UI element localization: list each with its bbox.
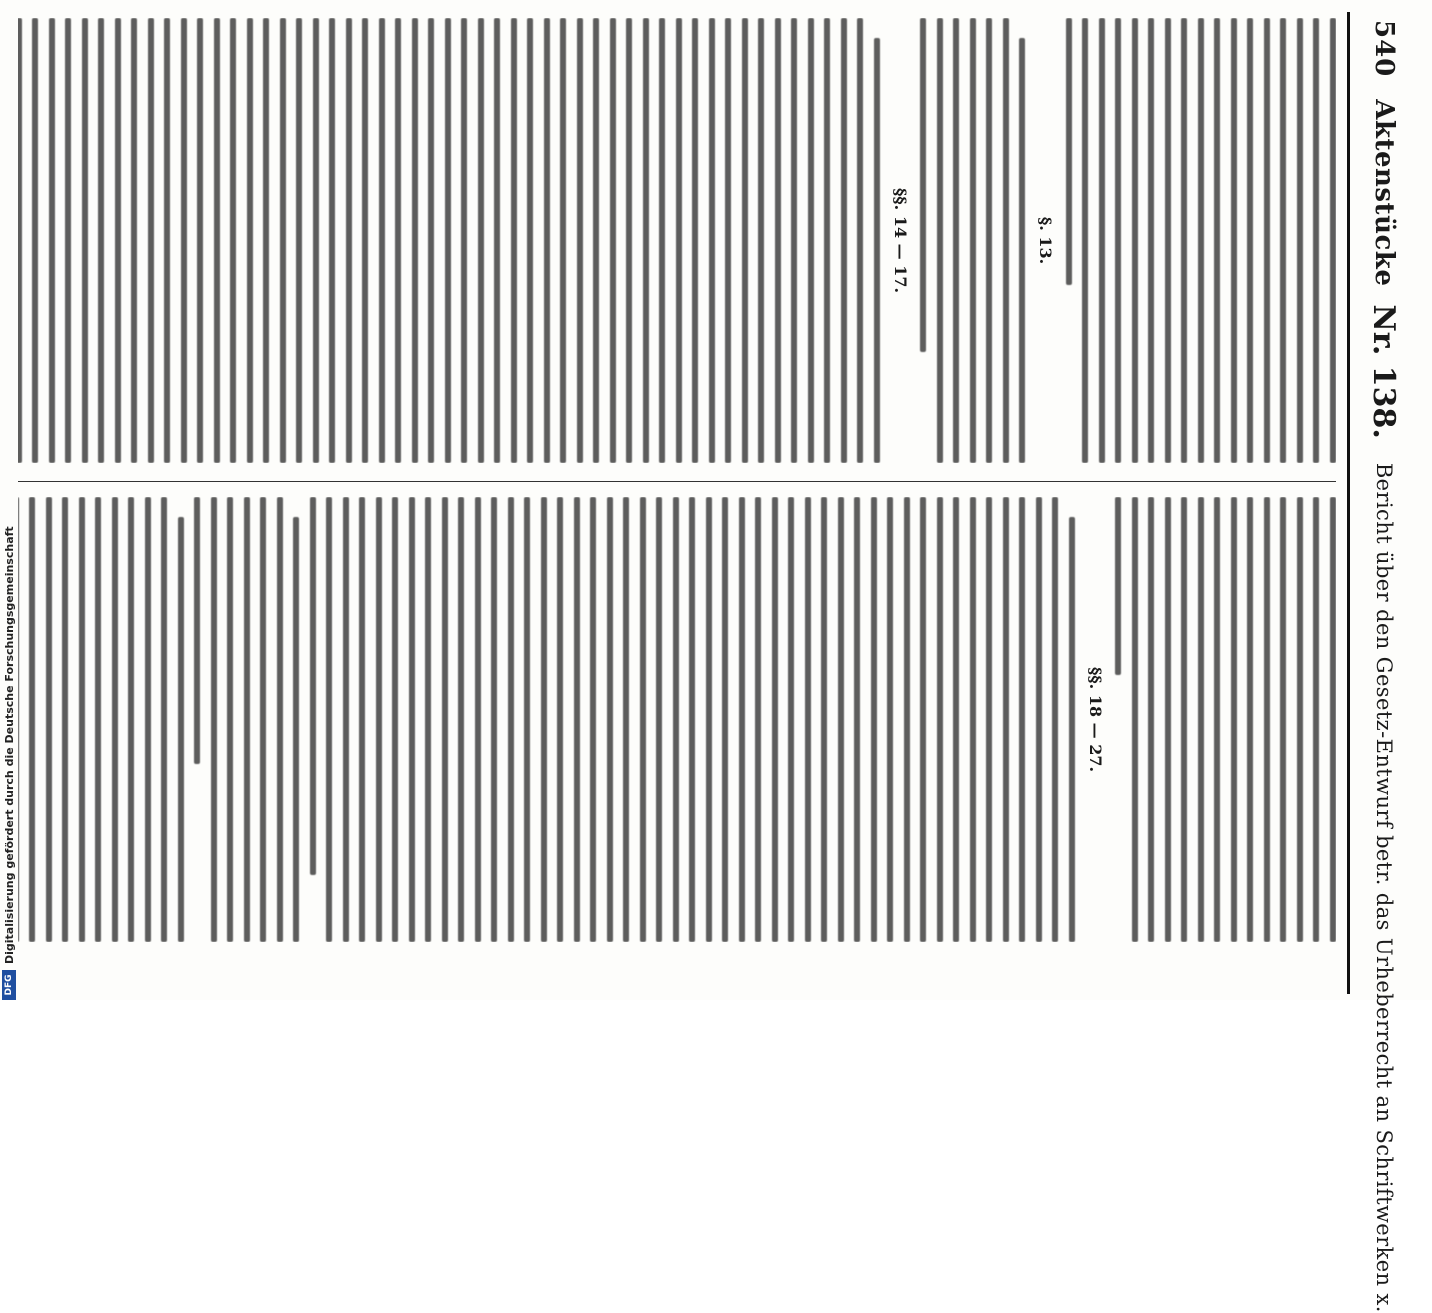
text-line (1281, 18, 1287, 463)
text-line (277, 497, 283, 942)
text-line (247, 18, 253, 463)
paragraph (921, 18, 1026, 463)
text-line (511, 18, 517, 463)
text-line (709, 18, 715, 463)
text-line (1132, 18, 1138, 463)
text-line (459, 497, 465, 942)
text-line (607, 497, 613, 942)
text-line (346, 18, 352, 463)
text-line (1330, 18, 1336, 463)
text-line (825, 18, 831, 463)
text-line (591, 497, 597, 942)
text-line (561, 18, 567, 463)
text-line (148, 18, 154, 463)
text-line (409, 497, 415, 942)
text-line (1182, 497, 1188, 942)
text-column-left (18, 18, 1336, 463)
text-line (33, 18, 39, 463)
text-line (541, 497, 547, 942)
text-line (676, 18, 682, 463)
digitization-note: Digitalisierung gefördert durch die Deutsche Forschungsgemeinschaft (3, 526, 16, 964)
text-line (954, 18, 960, 463)
text-line (726, 18, 732, 463)
text-line (693, 18, 699, 463)
text-line (937, 497, 943, 942)
text-line (706, 497, 712, 942)
text-line (376, 497, 382, 942)
text-line (1003, 18, 1009, 463)
text-line (145, 497, 151, 942)
text-line (1149, 497, 1155, 942)
text-line (129, 497, 135, 942)
section-heading: §. 13. (1036, 216, 1056, 265)
text-line (1231, 497, 1237, 942)
paragraph (1116, 497, 1337, 942)
text-line (1297, 18, 1303, 463)
text-line (1149, 18, 1155, 463)
text-line (808, 18, 814, 463)
text-line (904, 497, 910, 942)
text-line (1083, 18, 1089, 463)
text-line (66, 18, 72, 463)
text-line (855, 497, 861, 942)
page-header (1354, 20, 1414, 1313)
text-line (343, 497, 349, 942)
text-line (1020, 38, 1026, 463)
section-heading: §§. 18 — 27. (1086, 666, 1105, 773)
text-line (1314, 497, 1320, 942)
text-line (1182, 18, 1188, 463)
dfg-logo: DFG (2, 970, 16, 1000)
text-line (1116, 18, 1122, 463)
text-line (759, 18, 765, 463)
digitization-strip (2, 400, 18, 1000)
text-line (264, 18, 270, 463)
text-line (478, 18, 484, 463)
text-line (99, 18, 105, 463)
text-line (46, 497, 52, 942)
text-line (363, 18, 369, 463)
text-line (492, 497, 498, 942)
text-line (528, 18, 534, 463)
text-line (330, 18, 336, 463)
text-line (1020, 497, 1026, 942)
text-line (1248, 497, 1254, 942)
text-line (82, 18, 88, 463)
text-line (313, 18, 319, 463)
text-line (1165, 497, 1171, 942)
text-line (79, 497, 85, 942)
journal-title: Aktenstücke (1369, 99, 1399, 287)
text-line (297, 18, 303, 463)
text-line (792, 18, 798, 463)
text-line (1099, 18, 1105, 463)
text-line (261, 497, 267, 942)
text-line (789, 497, 795, 942)
text-line (18, 18, 22, 463)
text-line (228, 497, 234, 942)
text-line (49, 18, 55, 463)
text-line (841, 18, 847, 463)
text-line (115, 18, 121, 463)
text-line (805, 497, 811, 942)
text-line (1066, 18, 1072, 285)
text-line (1231, 18, 1237, 463)
text-line (594, 18, 600, 463)
text-line (1215, 18, 1221, 463)
text-line (396, 18, 402, 463)
text-line (310, 497, 316, 875)
text-line (627, 18, 633, 463)
text-line (426, 497, 432, 942)
paragraph (195, 497, 300, 942)
text-line (475, 497, 481, 942)
text-line (690, 497, 696, 942)
text-line (525, 497, 531, 942)
text-line (1264, 497, 1270, 942)
text-line (756, 497, 762, 942)
text-line (327, 497, 333, 942)
page-number: 540 (1369, 20, 1399, 78)
text-line (921, 18, 927, 352)
text-line (858, 18, 864, 463)
text-line (1069, 517, 1075, 942)
text-line (772, 497, 778, 942)
text-line (822, 497, 828, 942)
text-line (214, 18, 220, 463)
text-line (1165, 18, 1171, 463)
text-line (574, 497, 580, 942)
text-line (445, 18, 451, 463)
text-line (723, 497, 729, 942)
section-heading: §§. 14 — 17. (891, 187, 910, 294)
text-line (610, 18, 616, 463)
text-line (18, 497, 19, 942)
text-line (874, 38, 880, 463)
text-line (112, 497, 118, 942)
text-line (838, 497, 844, 942)
text-line (412, 18, 418, 463)
text-line (1330, 497, 1336, 942)
text-line (937, 18, 943, 463)
text-line (231, 18, 237, 463)
text-line (775, 18, 781, 463)
text-line (987, 497, 993, 942)
text-line (640, 497, 646, 942)
text-line (657, 497, 663, 942)
text-line (96, 497, 102, 942)
text-line (1036, 497, 1042, 942)
text-line (888, 497, 894, 942)
text-line (739, 497, 745, 942)
text-line (178, 517, 184, 942)
text-line (970, 497, 976, 942)
text-line (624, 497, 630, 942)
text-line (1132, 497, 1138, 942)
text-line (577, 18, 583, 463)
text-line (1215, 497, 1221, 942)
text-line (742, 18, 748, 463)
text-line (954, 497, 960, 942)
text-line (280, 18, 286, 463)
paragraph (18, 18, 880, 463)
text-line (379, 18, 385, 463)
text-line (871, 497, 877, 942)
text-line (1297, 497, 1303, 942)
column-divider (18, 481, 1336, 482)
text-line (165, 18, 171, 463)
text-line (429, 18, 435, 463)
paragraph (310, 497, 1075, 942)
running-title: Bericht über den Gesetz-Entwurf betr. das Urheberrecht an Schriftwerken x. (1372, 462, 1396, 1313)
text-line (558, 497, 564, 942)
text-line (1053, 497, 1059, 942)
text-line (63, 497, 69, 942)
text-line (1198, 18, 1204, 463)
text-line (211, 497, 217, 942)
text-line (1116, 497, 1122, 675)
text-line (181, 18, 187, 463)
text-line (1281, 497, 1287, 942)
text-line (921, 497, 927, 942)
text-line (495, 18, 501, 463)
text-line (294, 517, 300, 942)
text-line (442, 497, 448, 942)
header-rule (1347, 12, 1350, 994)
text-line (198, 18, 204, 463)
text-line (244, 497, 250, 942)
paragraph (1066, 18, 1336, 463)
text-line (393, 497, 399, 942)
issue-number: Nr. 138. (1366, 304, 1402, 439)
text-line (162, 497, 168, 942)
text-line (1264, 18, 1270, 463)
text-line (643, 18, 649, 463)
text-line (30, 497, 36, 942)
text-line (987, 18, 993, 463)
text-line (195, 497, 201, 764)
text-line (360, 497, 366, 942)
text-line (508, 497, 514, 942)
text-line (1314, 18, 1320, 463)
text-line (660, 18, 666, 463)
text-line (673, 497, 679, 942)
text-line (544, 18, 550, 463)
text-line (1198, 497, 1204, 942)
paragraph (18, 497, 184, 942)
text-line (970, 18, 976, 463)
text-line (1248, 18, 1254, 463)
text-line (1003, 497, 1009, 942)
text-column-right (18, 497, 1336, 942)
text-line (462, 18, 468, 463)
text-line (132, 18, 138, 463)
